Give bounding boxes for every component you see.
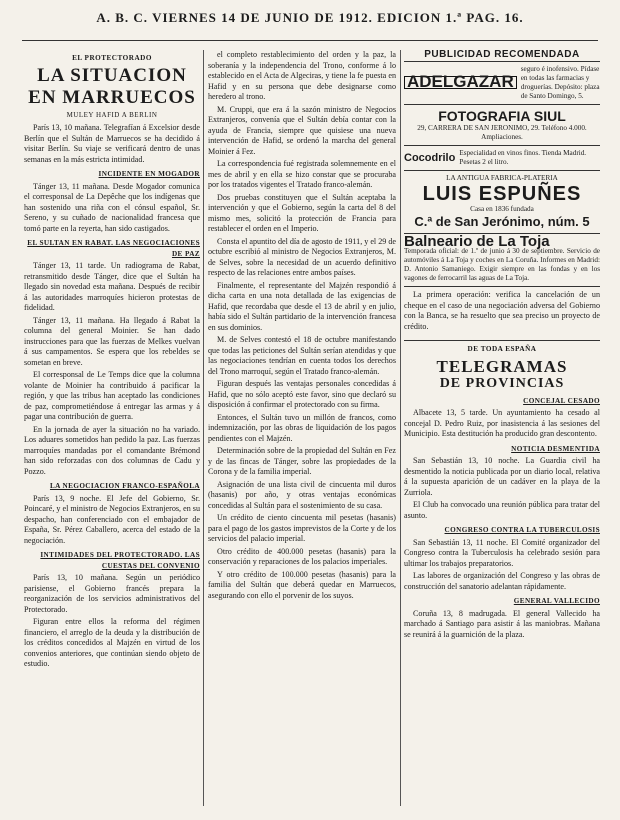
paragraph: París 13, 10 mañana. Telegrafían á Excelsior desde Berlín que el Sultán de Marruecos se ha decidido á visitar Berlín. Su viaje se verificará dentro de unas semanas en la más estricta intimidad. (24, 123, 200, 164)
column-1 (24, 50, 200, 806)
subheading: NOTICIA DESMENTIDA (511, 444, 600, 453)
section-label: DE TODA ESPAÑA (404, 340, 600, 355)
subheading: INCIDENTE EN MOGADOR (98, 170, 200, 178)
paragraph: el completo restablecimiento del orden y la paz, la soberanía y la independencia del Trono, conforme á lo establecido en el Acta de Algeciras, y tiene la fe puesta en Hafid y en su persona que debe designarse como heredero al trono. (208, 50, 396, 101)
ad-sub: Casa en 1836 fundada (470, 204, 534, 213)
column-divider (203, 50, 204, 806)
section-label: EL PROTECTORADO (72, 54, 152, 62)
paragraph: El Club ha convocado una reunión pública para tratar del asunto. (404, 500, 600, 520)
subheading: CONCEJAL CESADO (523, 396, 600, 405)
paragraph: Tánger 13, 11 mañana. Ha llegado á Rabat la columna del general Moinier. Se han dado instrucciones para que las fuerzas de Melkes vuelvan á sus campamentos. Se espera que los rebeldes se sometan en breve. (24, 315, 200, 367)
paragraph: Figuran después las ventajas personales concedidas á Hafid, que no sólo aceptó este favor, sino que declaró su disposición á confirmar el protectorado con su firma. (208, 379, 396, 409)
paragraph: Y otro crédito de 100.000 pesetas (hasanis) para la familia del Sultán que deberá quedar en Marruecos, asegurando con ello el porvenir de los suyos. (208, 569, 396, 600)
paragraph: Coruña 13, 8 madrugada. El general Vallecido ha marchado á Santiago para asistir á las maniobras. Mañana se reunirá á la guarnición de la plaza. (404, 608, 600, 639)
ad-label: LA ANTIGUA FABRICA-PLATERIA (446, 173, 558, 182)
ad-fotografia (404, 104, 600, 145)
subheading: GENERAL VALLECIDO (513, 597, 600, 605)
article-subtitle: MULEY HAFID A BERLIN (66, 110, 158, 119)
paragraph: La correspondencia fué registrada solemnemente en el mes de abril y en ella se hizo constar que se procuraba por los tratados vigentes el Tratado franco-alemán. (208, 159, 396, 189)
column-3 (404, 50, 600, 806)
paragraph: El corresponsal de Le Temps dice que la columna volante de Moinier ha contribuido á pacificar la región, y que las tribus han aceptado las condiciones de paz, comprometiéndose á entregar las armas y á pagar una contribución de guerra. (24, 370, 200, 421)
ads-heading: PUBLICIDAD RECOMENDADA (424, 50, 580, 60)
paragraph: París 13, 10 mañana. Según un periódico parisiense, el Gobierno francés prepara la reorganización de los servicios administrativos del Protectorado. (24, 573, 200, 614)
ad-brand: ADELGAZAR (404, 76, 517, 89)
page-header: A. B. C. VIERNES 14 DE JUNIO DE 1912. EDICION 1.ª PAG. 16. (96, 10, 524, 25)
paragraph: Las labores de organización del Congreso y las obras de construcción del sanatorio adelantan rápidamente. (404, 571, 600, 591)
column-divider (400, 50, 401, 806)
ad-brand: Cocodrilo (404, 151, 456, 164)
subheading: INTIMIDADES DEL PROTECTORADO. LAS CUESTAS DEL CONVENIO (40, 551, 200, 570)
subheading: CONGRESO CONTRA LA TUBERCULOSIS (444, 526, 600, 534)
ad-address: C.ª de San Jerónimo, núm. 5 (414, 213, 590, 229)
paragraph: Un crédito de ciento cincuenta mil pesetas (hasanis) para el pago de los gastos imprevistos de la Corte y de los servicios del palacio imperial. (208, 513, 396, 543)
ad-text: seguro é inofensivo. Pídase en todas las farmacias y droguerías. Depósito: plaza de Santo Domingo, 5. (520, 64, 600, 100)
ad-adelgazar (404, 61, 600, 104)
paragraph: San Sebastián 13, 10 noche. La Guardia civil ha desmentido la noticia publicada por un diario local, relativa á la supuesta aparición de un cadáver en la playa de la Zurriola. (404, 456, 600, 497)
paragraph: La primera operación: verifica la cancelación de un cheque en el caso de una negociación adversa del Gobierno con la Banca, se ha resuelto que sea preciso un proyecto de crédito. (404, 290, 600, 331)
paragraph: París 13, 9 noche. El Jefe del Gobierno, Sr. Poincaré, y el ministro de Negocios Extranjeros, en su despacho, han conferenciado con el embajador de España, Sr. Pérez Caballero, acerca del estado de la negociación. (24, 493, 200, 545)
ad-cocodrilo (404, 145, 600, 170)
column-2 (208, 50, 396, 806)
ad-balneario (404, 233, 600, 287)
paragraph: Entonces, el Sultán tuvo un millón de francos, como indemnización, por las obras de liquidación de los pagos pendientes con el Majzén. (208, 412, 396, 443)
ad-title: LUIS ESPUÑES (422, 182, 582, 205)
paragraph: En la jornada de ayer la situación no ha variado. Los aduares sometidos han pedido la paz. Las fuerzas marroquíes mandadas por el comandante Brémond han sido reforzadas con dos columnas de Cadu y Pozzo. (24, 424, 200, 476)
telegrams-title: TELEGRAMAS (436, 356, 568, 376)
paragraph: Asignación de una lista civil de cincuenta mil duros (hasanis) por año, y otras ventajas económicas concedidas al Sultán para el sostenimiento de su casa. (208, 479, 396, 510)
article-title-line2: EN MARRUECOS (28, 86, 196, 108)
paragraph: Figuran entre ellos la reforma del régimen financiero, el arreglo de la deuda y la distribución de los créditos concedidos al Majzén en virtud de los convenios anteriores, que continúan siendo objeto de estudio. (24, 617, 200, 668)
ad-text: Temporada oficial: de 1.º de junio á 30 de septiembre. Servicio de automóviles á La Toja y coches en La Coruña. Informes en Madrid: D. Antonio Samaniego. Exigir siempre en las fondas y en los vagones de ferrocarril las aguas de La Toja. (404, 247, 600, 282)
subheading: EL SULTAN EN RABAT. LAS NEGOCIACIONES DE PAZ (27, 239, 200, 258)
paragraph: Tánger 13, 11 tarde. Un radiograma de Rabat, retransmitido desde Tánger, dice que el Sultán ha llegado sin novedad esta mañana. Después de recibir á las autoridades marroquíes hicieron protestas de fidelidad. (24, 261, 200, 312)
article-title: LA SITUACION (37, 64, 187, 86)
ad-text: 29, CARRERA DE SAN JERONIMO, 29. Teléfono 4.000. Ampliaciones. (417, 123, 587, 141)
paragraph: Albacete 13, 5 tarde. Un ayuntamiento ha cesado al concejal D. Pedro Ruiz, por inasistencia á las sesiones del Municipio. Esta destitución ha producido gran descontento. (404, 408, 600, 438)
paragraph: Finalmente, el representante del Majzén respondió á dicha carta en una nota detallada de las exigencias de Hafid, que recordaba que desde el 13 de abril y en julio, había sido el Sultán partidario de la intervención francesa en sus dominios. (208, 280, 396, 332)
header-rule (22, 40, 598, 41)
paragraph: M. Cruppi, que era á la sazón ministro de Negocios Extranjeros, convenía que el Sultán debía contar con la ayuda de Francia, siempre que quisiese una nueva intervención de Hafid, se ordenó la marcha del general Moinier á Fez. (208, 104, 396, 156)
ad-text: Especialidad en vinos finos. Tienda Madrid. Pesetas 2 el litro. (459, 148, 587, 166)
paragraph: Dos pruebas constituyen que el Sultán aceptaba la intervención y que el Gobierno, según la carta del 8 del mismo mes, solicitó la protección de Francia para restablecer el orden en el Imperio. (208, 192, 396, 233)
text-block (404, 286, 600, 337)
paragraph: M. de Selves contestó el 18 de octubre manifestando que todas las peticiones del Sultán serían atendidas y que las negociaciones tendrían en cuenta todos los derechos del Trono marroquí, según el Tratado franco-alemán. (208, 335, 396, 376)
ad-espunes (404, 170, 600, 233)
subheading: LA NEGOCIACION FRANCO-ESPAÑOLA (49, 482, 200, 490)
ad-title: Balneario de La Toja (404, 232, 550, 250)
paragraph: Tánger 13, 11 mañana. Desde Mogador comunica el corresponsal de La Depêche que los indígenas que han sostenido una riña con el cónsul español, Sr. Sereno, y su cuñado de nacionalidad francesa que tomó parte en la reyerta, han sido castigados. (24, 181, 200, 233)
telegrams-subtitle: DE PROVINCIAS (439, 375, 565, 391)
paragraph: Otro crédito de 400.000 pesetas (hasanis) para la conservación y reparaciones de los palacios imperiales. (208, 546, 396, 566)
paragraph: Consta el apuntito del día de agosto de 1911, y el 29 de octubre escribió al ministro de Negocios Extranjeros, M. de Selves, sobre la necesidad de un acuerdo definitivo respecto de las relaciones entre ambos países. (208, 236, 396, 277)
ad-title: FOTOGRAFIA SIUL (438, 107, 566, 124)
paragraph: Determinación sobre de la propiedad del Sultán en Fez y de las fincas de Tánger, sobre las propiedades de la Corona y de la familia imperial. (208, 446, 396, 476)
paragraph: San Sebastián 13, 11 noche. El Comité organizador del Congreso contra la Tuberculosis ha celebrado sesión para ultimar los trabajos preparatorios. (404, 537, 600, 568)
